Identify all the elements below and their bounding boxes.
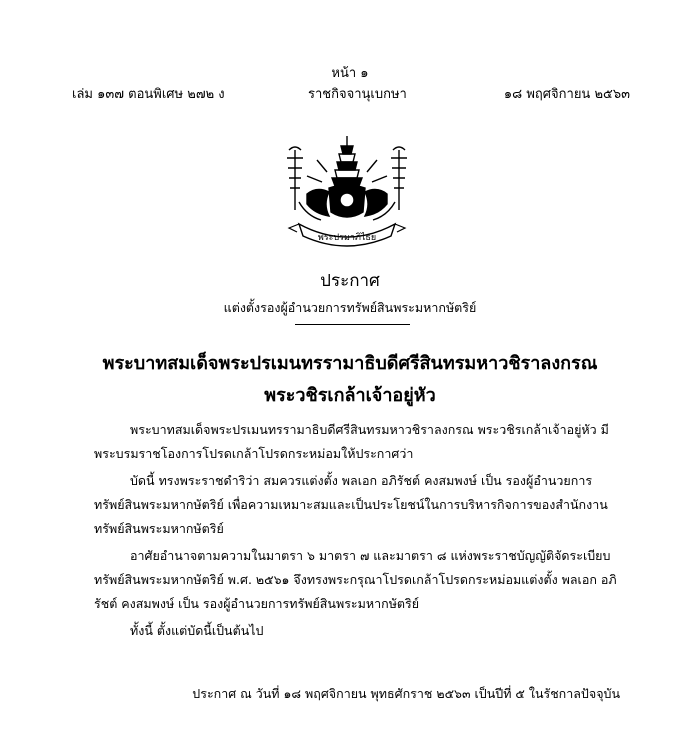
body-paragraph-1 [94, 418, 626, 466]
title-divider [295, 324, 410, 325]
gazette-name: ราชกิจจานุเบกษา [308, 87, 407, 102]
paragraph-text: ทั้งนี้ ตั้งแต่บัดนี้เป็นต้นไป [130, 623, 264, 638]
signoff-line: ประกาศ ณ วันที่ ๑๘ พฤศจิกายน พุทธศักราช ๒๕๖๓ เป็นปีที่ ๕ ในรัชกาลปัจจุบัน [192, 686, 620, 701]
announcement-title: ประกาศ [320, 271, 380, 291]
body-paragraph-4 [94, 619, 626, 643]
body-paragraph-3 [94, 544, 626, 616]
emblem-ribbon-text: พระปรมาภิไธย [317, 233, 377, 243]
royal-name-line-1: พระบาทสมเด็จพระปรเมนทรรามาธิบดีศรีสินทรมหาวชิราลงกรณ [102, 353, 598, 374]
paragraph-text: อาศัยอำนาจตามความในมาตรา ๖ มาตรา ๗ และมาตรา ๘ แห่งพระราชบัญญัติจัดระเบียบทรัพย์สินพระมหากษัตริย์ พ.ศ. ๒๕๖๑ จึงทรงพระกรุณาโปรดเกล้าโปรดกระหม่อมแต่งตั้ง พลเอก อภิรัชต์ คงสมพงษ์ เป็น รองผู้อำนวยการทรัพย์สินพระมหากษัตริย์ [94, 548, 617, 611]
royal-name-line-2: พระวชิรเกล้าเจ้าอยู่หัว [264, 385, 436, 406]
gazette-date: ๑๘ พฤศจิกายน ๒๕๖๓ [503, 87, 630, 102]
gazette-header [72, 83, 630, 103]
paragraph-text: พระบาทสมเด็จพระปรเมนทรรามาธิบดีศรีสินทรมหาวชิราลงกรณ พระวชิรเกล้าเจ้าอยู่หัว มีพระบรมราชโองการโปรดเกล้าโปรดกระหม่อมให้ประกาศว่า [94, 422, 609, 461]
volume-issue: เล่ม ๑๓๗ ตอนพิเศษ ๒๗๒ ง [72, 87, 225, 102]
page-number: หน้า ๑ [331, 66, 369, 81]
paragraph-text: บัดนี้ ทรงพระราชดำริว่า สมควรแต่งตั้ง พลเอก อภิรัชต์ คงสมพงษ์ เป็น รองผู้อำนวยการทรัพย์สินพระมหากษัตริย์ เพื่อความเหมาะสมและเป็นประโยชน์ในการบริหารกิจการของสำนักงานทรัพย์สินพระมหากษัตริย์ [94, 473, 608, 536]
royal-garuda-emblem-icon [277, 132, 417, 247]
announcement-subtitle: แต่งตั้งรองผู้อำนวยการทรัพย์สินพระมหากษัตริย์ [223, 300, 477, 315]
body-paragraph-2 [94, 469, 626, 541]
